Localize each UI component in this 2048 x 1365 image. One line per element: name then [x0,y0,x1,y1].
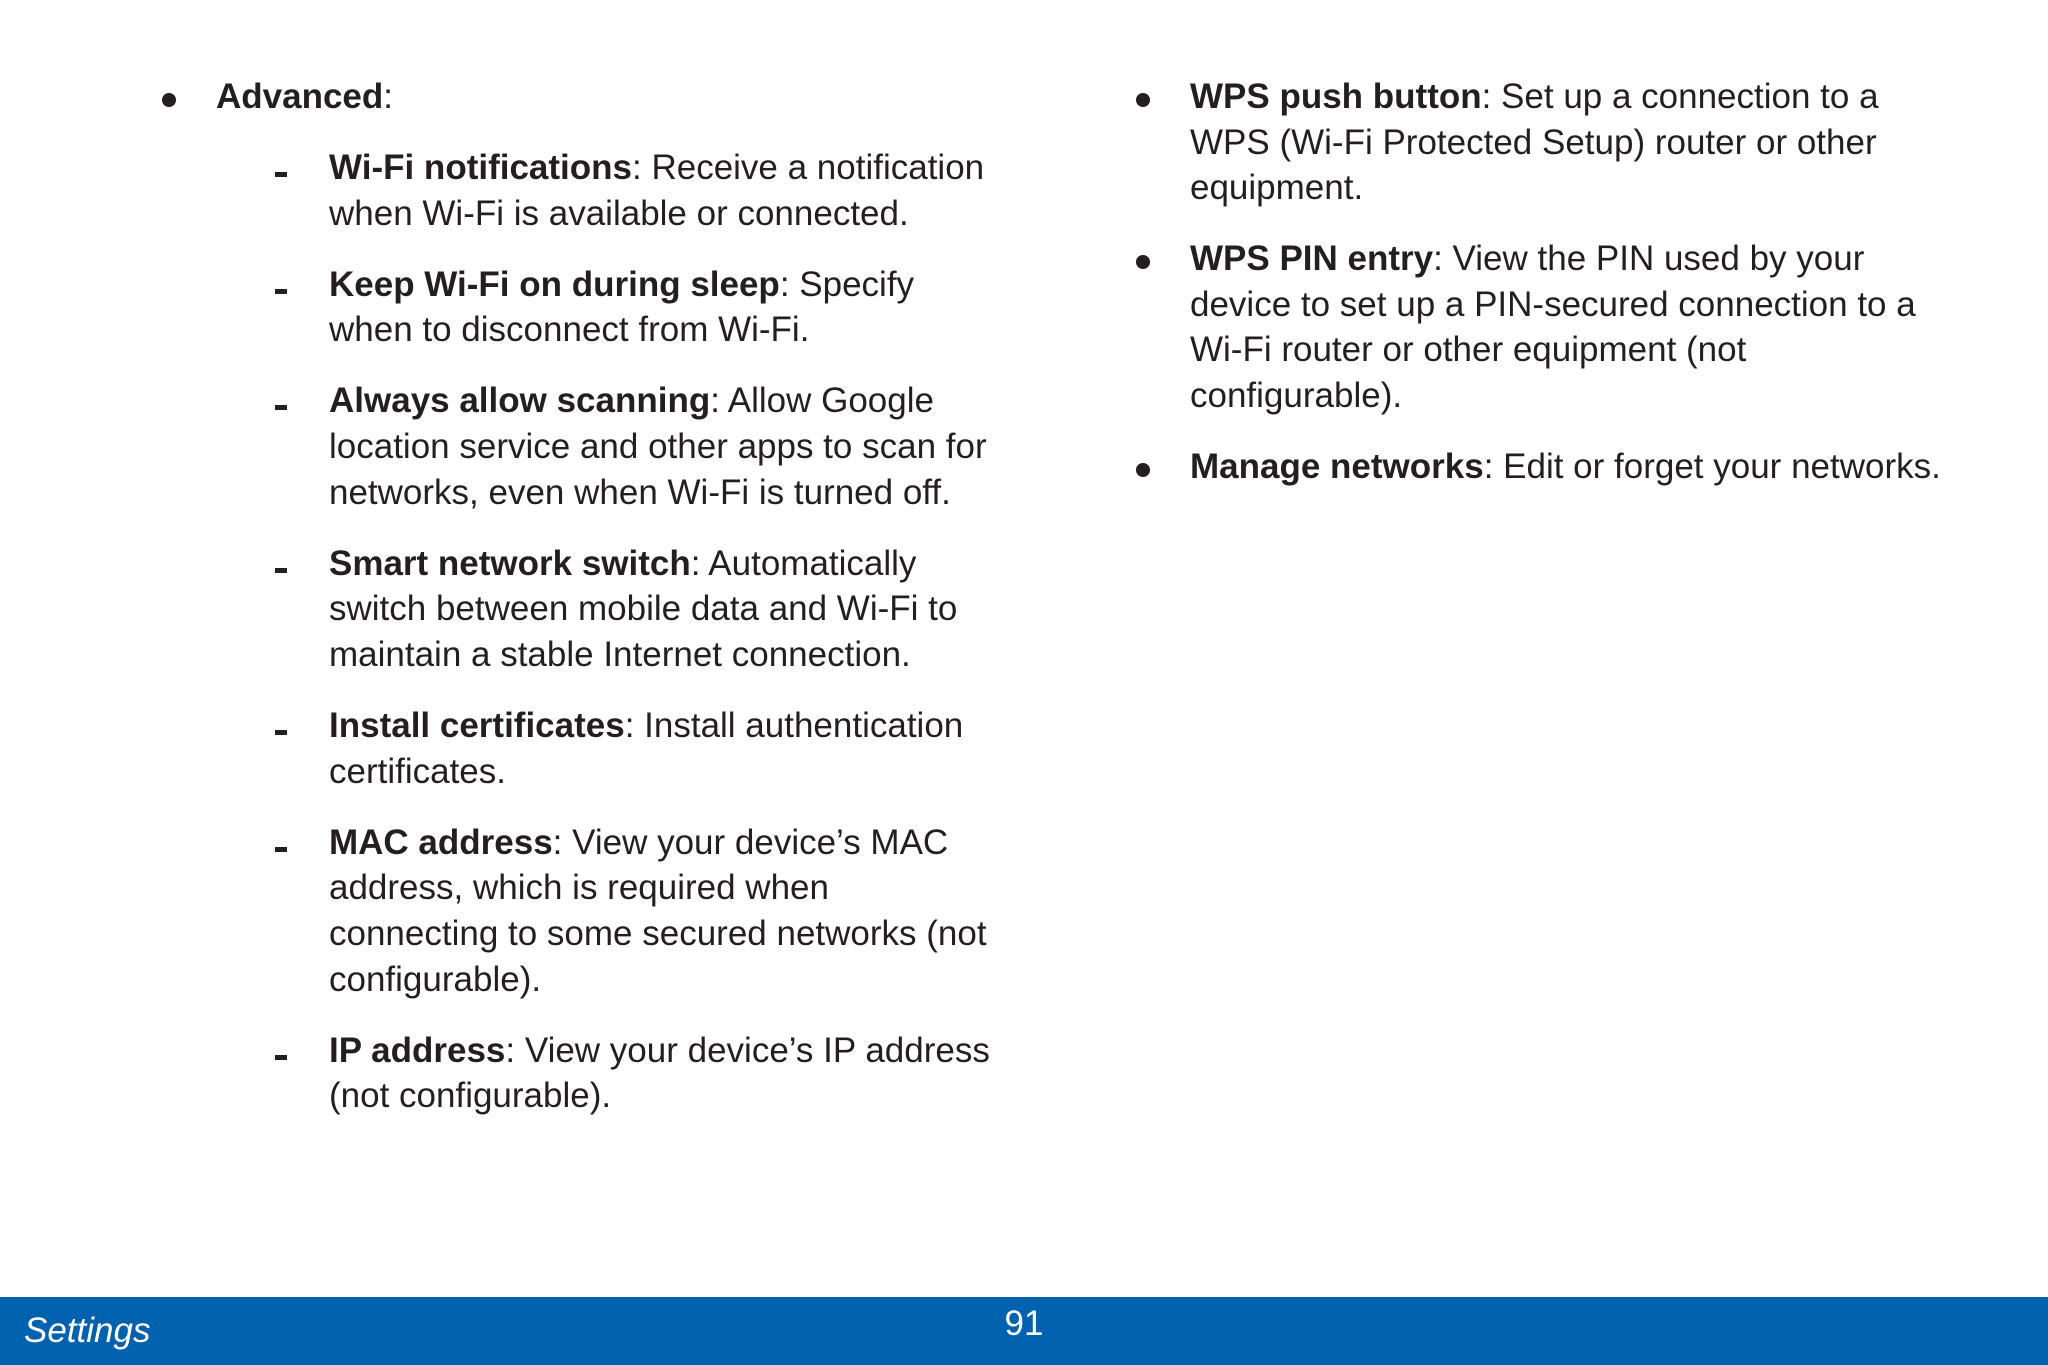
list-item-wps-push-button [1134,74,1954,211]
item-term: IP address [329,1030,506,1070]
item-term: WPS push button [1190,77,1482,116]
dash-icon [275,568,287,573]
item-term: Manage networks [1190,447,1484,487]
item-term: Install certificates [329,706,625,746]
item-desc: : Specify when to disconnect from Wi-Fi. [329,264,915,350]
left-column [160,74,1000,1144]
sub-item-install-certificates [272,703,1000,794]
advanced-sub-list [216,145,1000,1119]
item-term: WPS PIN entry [1190,239,1434,279]
item-desc: : Allow Google location service and other apps to scan for networks, even when Wi-Fi is turned off. [329,381,987,512]
item-term: Wi-Fi notifications [329,148,632,188]
item-desc: : [383,77,394,116]
item-desc: : Install authentication certificates. [329,706,964,791]
page-number: 91 [1004,1304,1044,1343]
item-desc: : Receive a notification when Wi-Fi is available or connected. [329,148,985,233]
dash-icon [275,172,287,177]
dash-icon [275,847,287,852]
item-desc: : Set up a connection to a WPS (Wi-Fi Protected Setup) router or other equipment. [1190,77,1879,208]
bullet-icon [1136,463,1150,477]
bullet-icon [162,93,176,107]
bullet-icon [1136,93,1150,107]
item-desc: : Edit or forget your networks. [1483,447,1941,487]
sub-item-ip-address [272,1028,1000,1119]
item-term: Always allow scanning [329,381,711,421]
footer-section-title: Settings [24,1311,151,1350]
sub-item-wifi-notifications [272,145,1000,236]
dash-icon [275,1055,287,1060]
item-term: MAC address [329,822,553,862]
bullet-icon [1136,255,1150,269]
sub-item-smart-network-switch [272,541,1000,678]
dash-icon [275,289,287,294]
list-item-manage-networks [1134,444,1954,490]
page-footer [0,1297,2048,1365]
item-desc: : View your device’s IP address (not configurable). [329,1030,990,1116]
sub-item-keep-wifi-on [272,262,1000,353]
dash-icon [275,730,287,735]
item-term: Smart network switch [329,543,691,583]
list-item-advanced [160,74,1000,1119]
item-term: Keep Wi-Fi on during sleep [329,264,780,304]
right-column [1134,74,1954,515]
item-term: Advanced [216,77,384,116]
list-item-wps-pin-entry [1134,236,1954,418]
sub-item-mac-address [272,820,1000,1002]
sub-item-always-allow-scanning [272,378,1000,515]
item-desc: : Automatically switch between mobile data and Wi-Fi to maintain a stable Internet connection. [329,543,958,674]
item-desc: : View your device’s MAC address, which is required when connecting to some secured networks (not configurable). [329,822,987,999]
item-desc: : View the PIN used by your device to set up a PIN-secured connection to a Wi-Fi router or other equipment (not configurable). [1190,239,1916,416]
dash-icon [275,405,287,410]
